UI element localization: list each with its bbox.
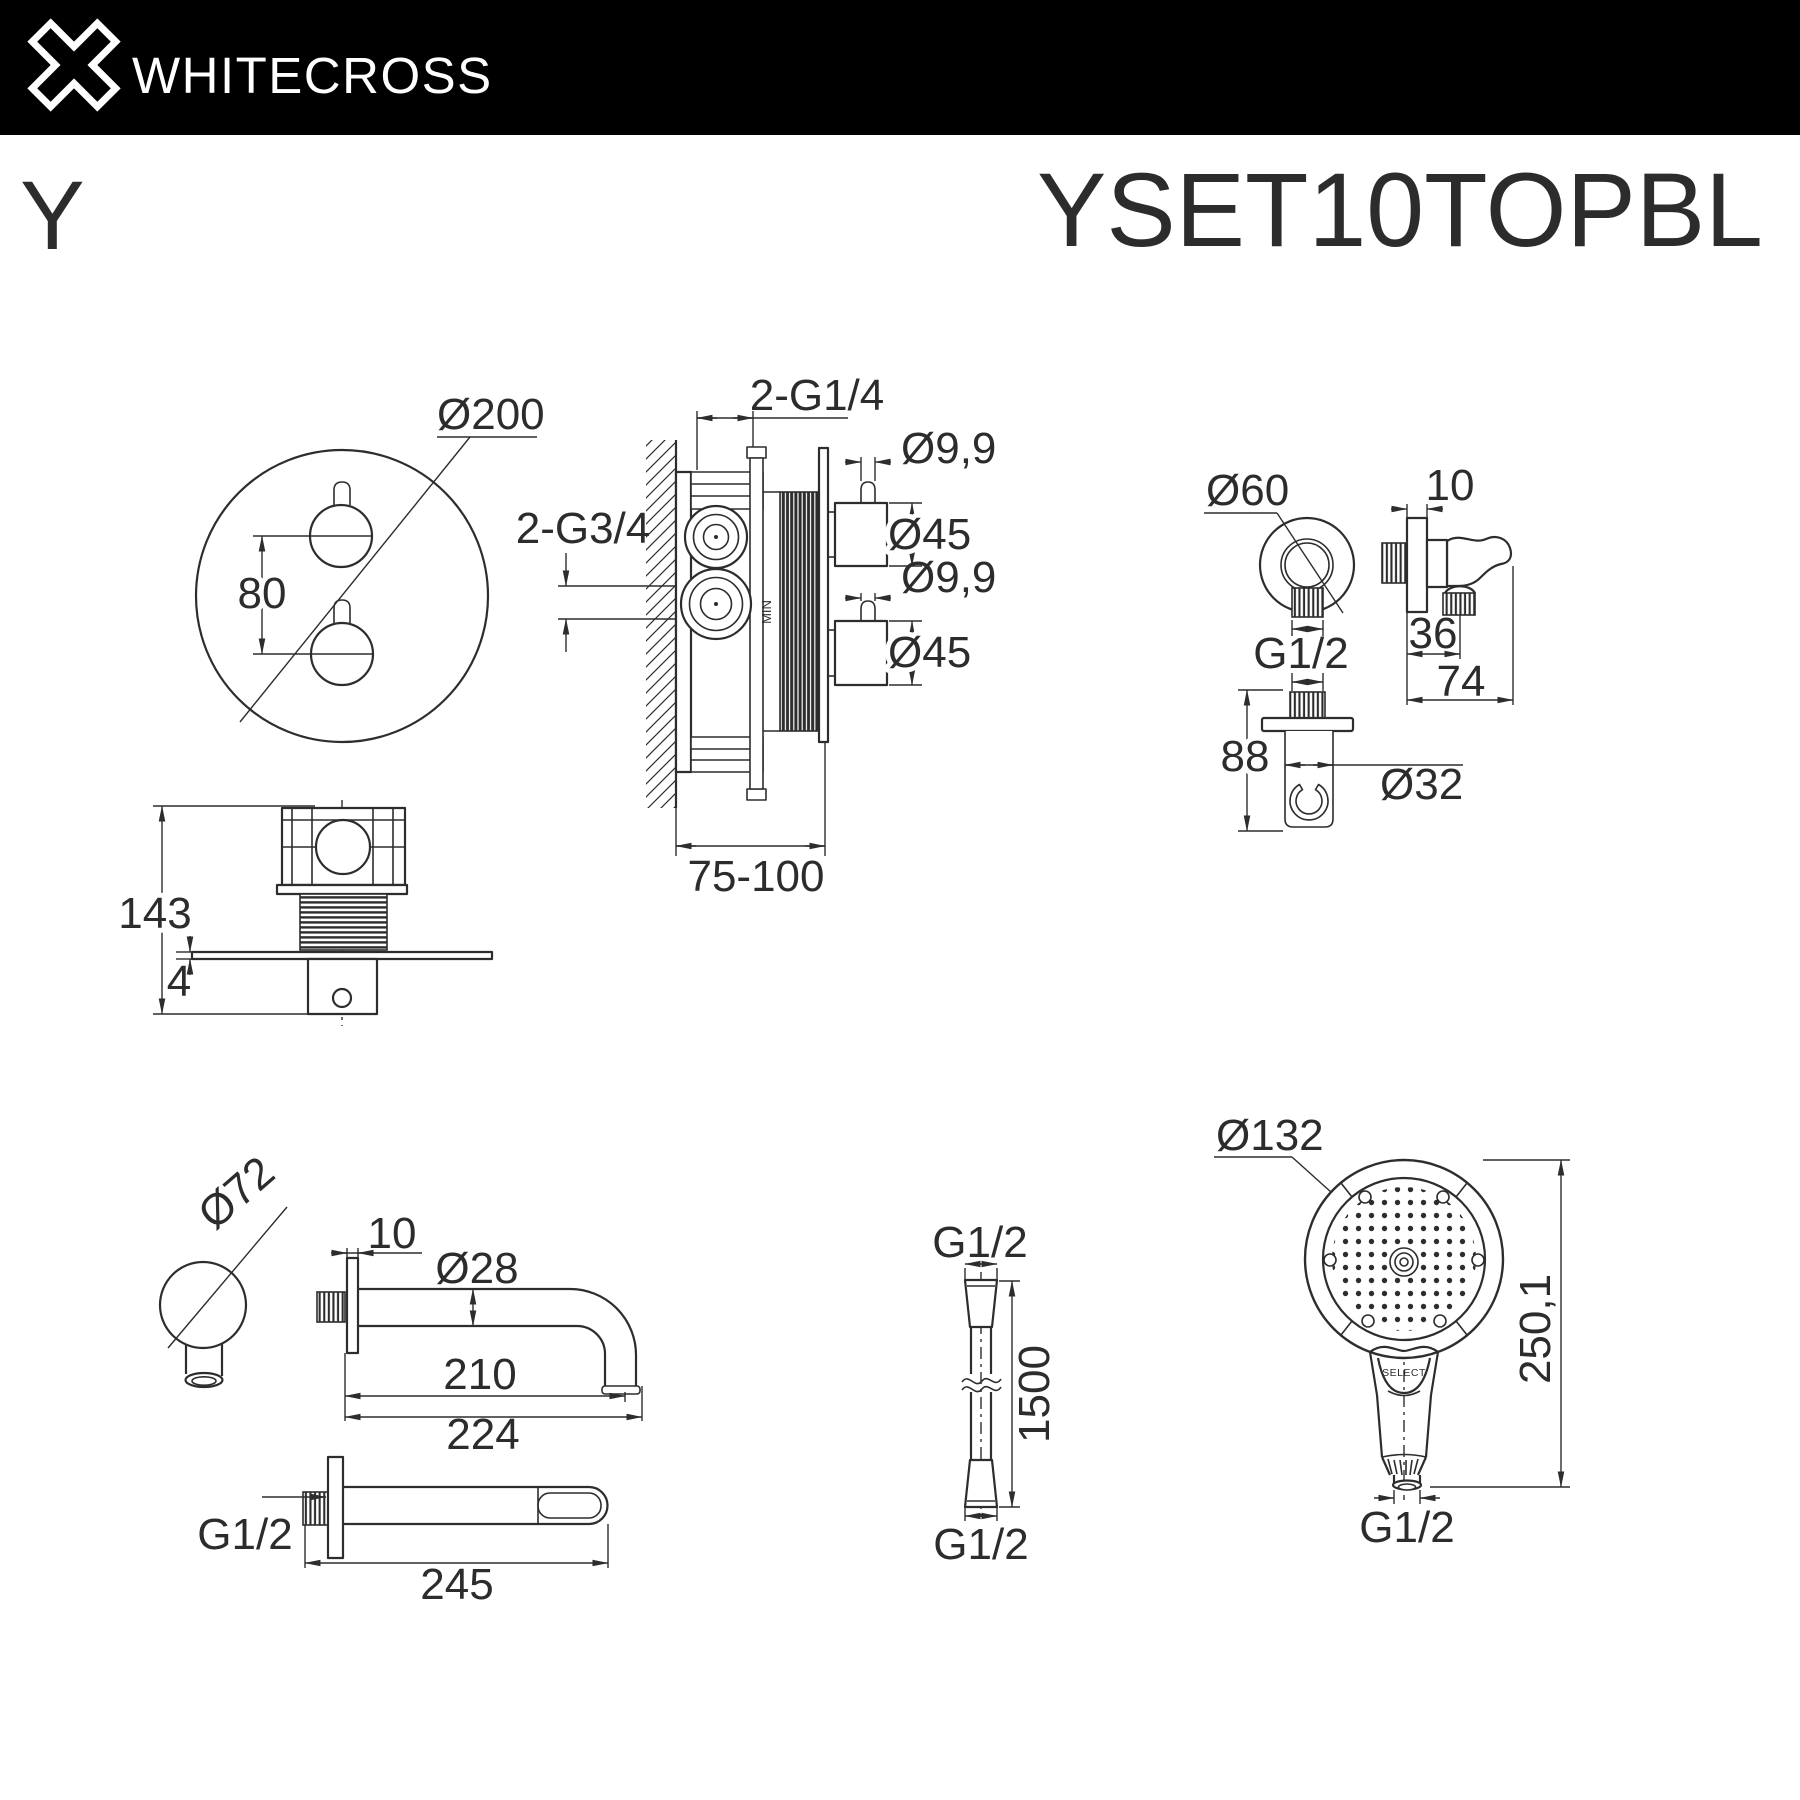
hand-shower-view xyxy=(1214,1111,1570,1552)
dim-hose-thread-bottom: G1/2 xyxy=(933,1520,1029,1569)
dim-outlet-thread: G1/2 xyxy=(1253,629,1349,678)
dim-stem-bottom: Ø9,9 xyxy=(901,553,997,602)
dim-holder-height: 88 xyxy=(1220,732,1270,781)
dim-hose-thread-top: G1/2 xyxy=(932,1218,1028,1267)
dim-handshower-thread: G1/2 xyxy=(1359,1503,1455,1552)
dim-outlet-plate-thickness: 10 xyxy=(1425,461,1475,510)
model-number: YSET10TOPBL xyxy=(1037,152,1763,269)
dim-plate-diameter: Ø200 xyxy=(437,390,545,439)
valve-section-view xyxy=(516,371,997,901)
dim-handshower-height: 250,1 xyxy=(1511,1273,1560,1385)
dim-inlet-threads: 2-G3/4 xyxy=(515,504,651,553)
dim-knob-spacing: 80 xyxy=(237,569,287,618)
dim-outlet-depth: 74 xyxy=(1436,657,1486,706)
dim-spout-length: 224 xyxy=(446,1410,520,1459)
min-marking: MIN xyxy=(759,600,774,624)
dim-plate-thickness: 4 xyxy=(166,957,192,1006)
dim-spout-pipe-diameter: Ø28 xyxy=(435,1244,519,1293)
brand-name: WHITECROSS xyxy=(132,47,493,104)
dim-hose-length: 1500 xyxy=(1010,1345,1059,1443)
dim-stem-top: Ø9,9 xyxy=(901,424,997,473)
trim-plate-front-view xyxy=(196,390,545,742)
spout-views xyxy=(160,1147,642,1609)
dim-spout-flange-thickness: 10 xyxy=(367,1209,417,1258)
wall-hatch xyxy=(646,440,676,808)
dim-knob-top: Ø45 xyxy=(888,510,972,559)
dim-outlet-threads: 2-G1/4 xyxy=(749,371,885,420)
dim-spout-flange-diameter: Ø72 xyxy=(189,1147,284,1239)
dim-holder-diameter: Ø32 xyxy=(1380,760,1464,809)
dim-spout-reach: 210 xyxy=(443,1350,517,1399)
select-marking: SELECT xyxy=(1382,1367,1426,1379)
dim-outlet-diameter: Ø60 xyxy=(1206,466,1290,515)
dim-body-height: 143 xyxy=(118,889,192,938)
series-title: Y xyxy=(20,161,85,270)
dim-handshower-diameter: Ø132 xyxy=(1216,1111,1324,1160)
dim-spout-total-length: 245 xyxy=(420,1560,494,1609)
dim-mounting-depth: 75-100 xyxy=(687,852,825,901)
dim-spout-thread: G1/2 xyxy=(197,1510,293,1559)
hose-view xyxy=(932,1218,1059,1569)
header-bar xyxy=(0,0,1800,135)
dim-knob-bottom: Ø45 xyxy=(888,628,972,677)
wall-outlet-views xyxy=(1204,461,1513,831)
valve-top-view xyxy=(118,800,492,1026)
dim-outlet-offset: 36 xyxy=(1408,609,1458,658)
